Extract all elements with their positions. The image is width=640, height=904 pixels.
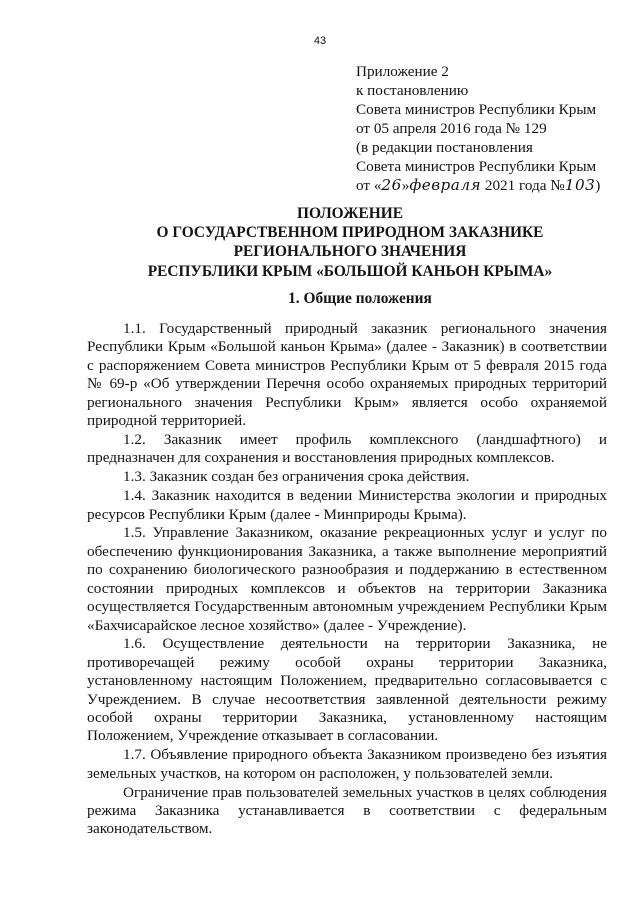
appendix-line-1: Приложение 2	[356, 63, 449, 80]
date-suffix: )	[595, 177, 601, 194]
appendix-block	[356, 62, 606, 195]
paragraph-restrictions: Ограничение прав пользователей земельных участков в целях соблюдения режима Заказника устанавливается в соответствии с федеральным законодательством.	[87, 783, 607, 838]
title-line-3: РЕГИОНАЛЬНОГО ЗНАЧЕНИЯ	[233, 243, 467, 261]
appendix-line-6: Совета министров Республики Крым	[356, 158, 597, 175]
date-prefix: от «	[356, 177, 382, 194]
paragraph-1-5: 1.5. Управление Заказником, оказание рекреационных услуг и услуг по обеспечению функционирования Заказника, а также выполнение мероприятий по сохранению биологического разнообразия и поддержанию в естественном состоянии природных комплексов и объектов на территории Заказника осуществляется Государственным автономным учреждением Республики Крым «Бахчисарайское лесное хозяйство» (далее - Учреждение).	[87, 524, 607, 634]
appendix-line-5: (в редакции постановления	[356, 139, 533, 156]
handwritten-day: 26	[381, 176, 402, 194]
page-number: 43	[313, 35, 327, 47]
title-line-1: ПОЛОЖЕНИЕ	[297, 205, 403, 222]
appendix-line-2: к постановлению	[356, 82, 469, 99]
handwritten-month: февраля	[409, 176, 482, 194]
appendix-line-3: Совета министров Республики Крым	[356, 101, 597, 118]
appendix-line-4: от 05 апреля 2016 года № 129	[356, 120, 547, 137]
date-mid: »	[401, 177, 410, 194]
document-title	[100, 204, 600, 281]
paragraph-1-6: 1.6. Осуществление деятельности на территории Заказника, не противоречащей режиму особой охраны территории Заказника, установленному настоящим Положением, предварительно согласовывается с Учреждением. В случае несоответствия заявленной деятельности режиму особой охраны территории Заказника, установленному настоящим Положением, Учреждение отказывает в согласовании.	[87, 635, 607, 745]
title-line-2: О ГОСУДАРСТВЕННОМ ПРИРОДНОМ ЗАКАЗНИКЕ	[156, 224, 544, 242]
date-year: 2021 года №	[484, 177, 565, 194]
paragraph-1-2: 1.2. Заказник имеет профиль комплексного (ландшафтного) и предназначен для сохранения и восстановления природных комплексов.	[87, 430, 607, 467]
section-heading: 1. Общие положения	[288, 290, 432, 307]
paragraph-1-1: 1.1. Государственный природный заказник регионального значения Республики Крым «Большой каньон Крыма» (далее - Заказник) в соответствии с распоряжением Совета министров Республики Крым от 5 февраля 2015 года № 69-р «Об утверждении Перечня особо охраняемых природных территорий регионального значения Республики Крым» является особо охраняемой природной территорией.	[87, 320, 607, 430]
paragraph-1-7: 1.7. Объявление природного объекта Заказником произведено без изъятия земельных участков, на котором он расположен, у пользователей земли.	[87, 746, 607, 782]
paragraph-1-4: 1.4. Заказник находится в ведении Министерства экологии и природных ресурсов Республики Крым (далее - Минприроды Крыма).	[87, 487, 607, 523]
handwritten-number: 103	[564, 176, 596, 194]
appendix-line-7	[356, 176, 606, 195]
body-text	[87, 320, 607, 839]
title-line-4: РЕСПУБЛИКИ КРЫМ «БОЛЬШОЙ КАНЬОН КРЫМА»	[147, 262, 553, 280]
paragraph-1-3: 1.3. Заказник создан без ограничения срока действия.	[123, 468, 470, 486]
